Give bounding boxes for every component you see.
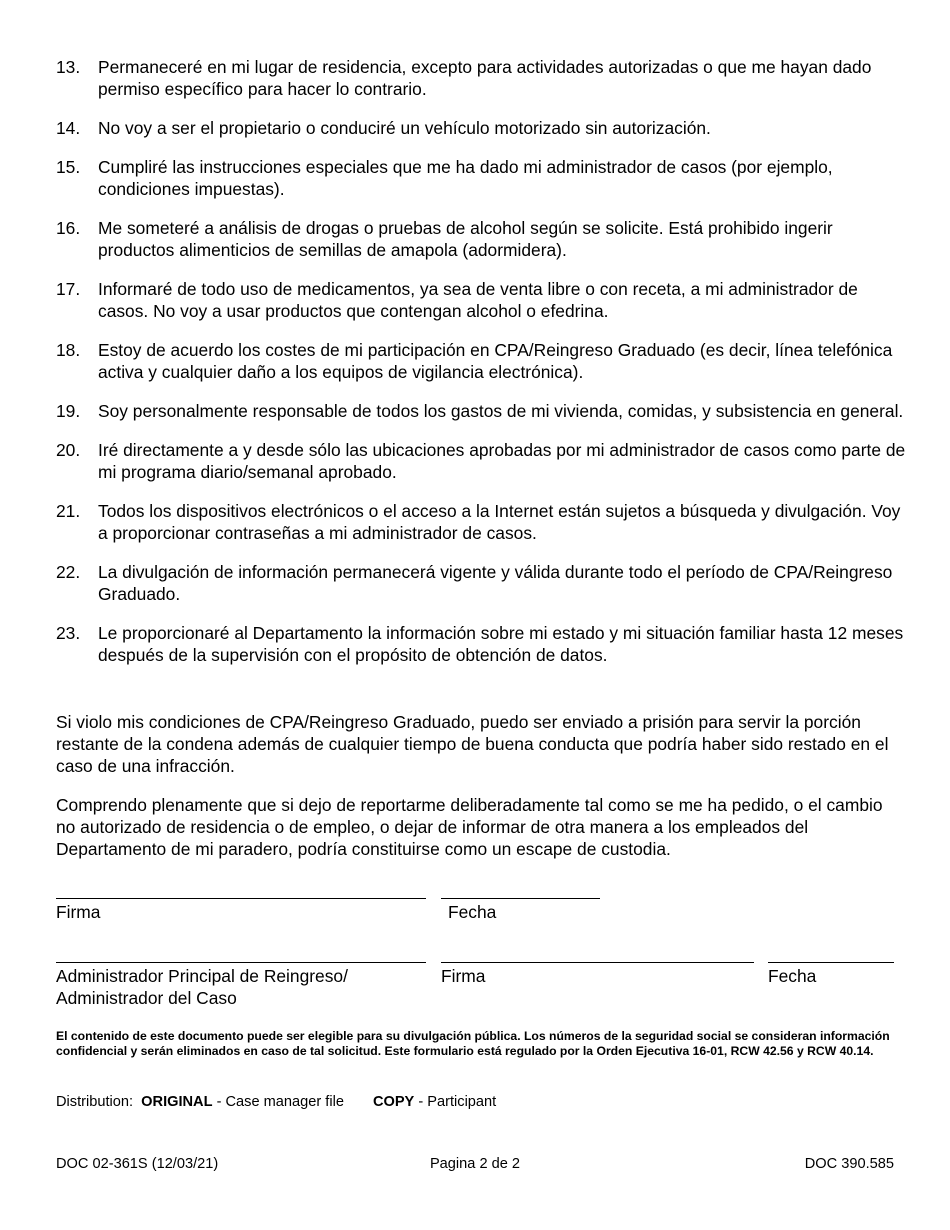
- item-number: 21.: [56, 501, 81, 521]
- admin-date-line: [768, 962, 894, 963]
- admin-signature-label: Firma: [441, 966, 486, 986]
- item-text: La divulgación de información permanecerá vigente y válida durante todo el período de CPA/Reingreso Graduado.: [98, 562, 893, 604]
- conditions-list: [56, 56, 906, 683]
- item-text: Iré directamente a y desde sólo las ubicaciones aprobadas por mi administrador de casos como parte de mi programa diario/semanal aprobado.: [98, 440, 906, 482]
- policy-number: DOC 390.585: [804, 1156, 894, 1172]
- original-label: ORIGINAL: [141, 1094, 213, 1110]
- participant-date-label: Fecha: [448, 902, 497, 922]
- list-item: [56, 439, 906, 483]
- participant-signature-line: [56, 898, 426, 899]
- list-item: [56, 400, 906, 422]
- page-number: Pagina 2 de 2: [429, 1156, 521, 1172]
- item-text: Todos los dispositivos electrónicos o el acceso a la Internet están sujetos a búsqueda y divulgación. Voy a proporcionar contraseñas a mi administrador de casos.: [98, 501, 901, 543]
- public-disclosure-notice: El contenido de este documento puede ser elegible para su divulgación pública. Los números de la seguridad social se consideran información confidencial y serán eliminados en caso de tal solicitud. Este formulario está regulado por la Orden Ejecutiva 16-01, RCW 42.56 y RCW 40.14.: [56, 1029, 890, 1058]
- item-text: Me someteré a análisis de drogas o pruebas de alcohol según se solicite. Está prohibido ingerir productos alimenticios de semillas de amapola (adormidera).: [98, 218, 833, 260]
- copy-destination: - Participant: [414, 1094, 497, 1110]
- admin-title-line1: Administrador Principal de Reingreso/: [56, 966, 348, 986]
- list-item: [56, 278, 906, 322]
- item-text: Estoy de acuerdo los costes de mi participación en CPA/Reingreso Graduado (es decir, línea telefónica activa y cualquier daño a los equipos de vigilancia electrónica).: [98, 340, 893, 382]
- list-item: [56, 117, 906, 139]
- item-number: 14.: [56, 118, 81, 138]
- custody-paragraph: Comprendo plenamente que si dejo de reportarme deliberadamente tal como se me ha pedido, o el cambio no autorizado de residencia o de empleo, o dejar de informar de otra manera a los empleados del Departamento de mi paradero, podría constituirse como un escape de custodia.: [56, 795, 883, 859]
- admin-date-label: Fecha: [768, 966, 817, 986]
- item-number: 23.: [56, 623, 81, 643]
- list-item: [56, 339, 906, 383]
- violation-paragraph: Si violo mis condiciones de CPA/Reingreso Graduado, puedo ser enviado a prisión para servir la porción restante de la condena además de cualquier tiempo de buena conducta que podría haber sido restado en el caso de una infracción.: [56, 712, 889, 776]
- admin-name-line: [56, 962, 426, 963]
- item-text: Informaré de todo uso de medicamentos, ya sea de venta libre o con receta, a mi administrador de casos. No voy a usar productos que contengan alcohol o efedrina.: [98, 279, 858, 321]
- list-item: [56, 56, 906, 100]
- form-number: DOC 02-361S (12/03/21): [56, 1156, 219, 1172]
- item-number: 16.: [56, 218, 81, 238]
- item-text: Permaneceré en mi lugar de residencia, excepto para actividades autorizadas o que me hayan dado permiso específico para hacer lo contrario.: [98, 57, 872, 99]
- admin-signature-line: [441, 962, 754, 963]
- item-number: 18.: [56, 340, 81, 360]
- copy-label: COPY: [372, 1094, 415, 1110]
- item-number: 13.: [56, 57, 81, 77]
- item-number: 20.: [56, 440, 81, 460]
- admin-title-line2: Administrador del Caso: [56, 988, 237, 1008]
- item-number: 17.: [56, 279, 81, 299]
- list-item: [56, 217, 906, 261]
- list-item: [56, 561, 906, 605]
- list-item: [56, 156, 906, 200]
- item-text: Cumpliré las instrucciones especiales que me ha dado mi administrador de casos (por ejemplo, condiciones impuestas).: [98, 157, 833, 199]
- list-item: [56, 622, 906, 666]
- item-number: 22.: [56, 562, 81, 582]
- participant-signature-label: Firma: [56, 902, 101, 922]
- item-text: No voy a ser el propietario o conduciré un vehículo motorizado sin autorización.: [98, 118, 711, 138]
- distribution-label: Distribution:: [56, 1094, 134, 1110]
- item-number: 19.: [56, 401, 81, 421]
- item-text: Le proporcionaré al Departamento la información sobre mi estado y mi situación familiar hasta 12 meses después de la supervisión con el propósito de obtención de datos.: [98, 623, 904, 665]
- item-number: 15.: [56, 157, 81, 177]
- item-text: Soy personalmente responsable de todos los gastos de mi vivienda, comidas, y subsistencia en general.: [98, 401, 904, 421]
- distribution-line: [56, 1093, 496, 1111]
- original-destination: - Case manager file: [212, 1094, 344, 1110]
- participant-date-line: [441, 898, 600, 899]
- list-item: [56, 500, 906, 544]
